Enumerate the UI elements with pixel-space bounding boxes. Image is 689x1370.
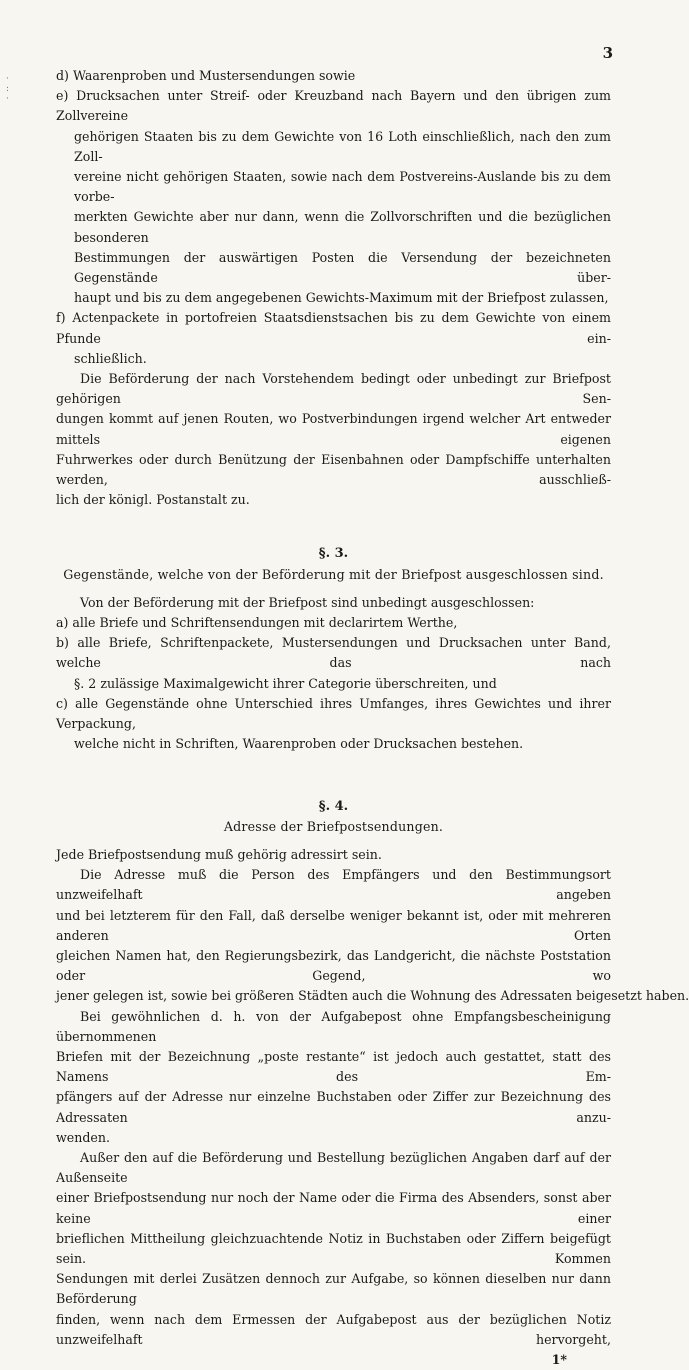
list-item-f (56, 308, 611, 369)
text-line: Bei gewöhnlichen d. h. von der Aufgabepost ohne Empfangsbescheinigung übernommenen (56, 1008, 611, 1044)
text-line: und bei letzterem für den Fall, daß derselbe weniger bekannt ist, oder mit mehreren anderen Orten (56, 907, 611, 943)
list-item-e (56, 86, 611, 308)
text-line: vereine nicht gehörigen Staaten, sowie nach dem Postvereins-Auslande bis zu dem vorbe- (74, 169, 611, 205)
text-line: haupt und bis zu dem angegebenen Gewichts-Maximum mit der Briefpost zulassen, (74, 290, 609, 306)
text-line: brieflichen Mittheilung gleichzuachtende Notiz in Buchstaben oder Ziffern beigefügt sein. Kommen (56, 1230, 611, 1266)
page-number: 3 (602, 44, 613, 62)
margin-specks: · : · (6, 74, 10, 104)
text-line: Briefen mit der Bezeichnung „poste restante“ ist jedoch auch gestattet, statt des Namens des Em- (56, 1048, 611, 1085)
text-line: finden, wenn nach dem Ermessen der Aufgabepost aus der bezüglichen Notiz unzweifelhaft hervorgeht, (56, 1311, 611, 1347)
text-line: e) Drucksachen unter Streif- oder Kreuzband nach Bayern und den übrigen zum Zollvereine (56, 88, 611, 124)
paragraph-routes (56, 369, 611, 510)
text-line: gleichen Namen hat, den Regierungsbezirk, das Landgericht, die nächste Poststation oder Gegend, wo (56, 947, 611, 984)
text-line: dungen kommt auf jenen Routen, wo Postverbindungen irgend welcher Art entweder mittels eigenen (56, 411, 611, 447)
text-line: a) alle Briefe und Schriftensendungen mit declarirtem Werthe, (56, 615, 458, 631)
text-line: einer Briefpostsendung nur noch der Name oder die Firma des Absenders, sonst aber keine einer (56, 1190, 611, 1226)
text-line: Sendungen mit derlei Zusätzen dennoch zur Aufgabe, so können dieselben nur dann Beförderung (56, 1271, 611, 1307)
section-4-number: §. 4. (318, 798, 349, 814)
text-line: merkten Gewichte aber nur dann, wenn die Zollvorschriften und die bezüglichen besonderen (74, 209, 611, 245)
text-line: welche nicht in Schriften, Waarenproben oder Drucksachen bestehen. (74, 736, 524, 752)
section-4-body (56, 845, 689, 1350)
text-line: Die Adresse muß die Person des Empfängers und den Bestimmungsort unzweifelhaft angeben (56, 867, 611, 903)
text-line: lich der königl. Postanstalt zu. (56, 492, 250, 508)
text-line: wenden. (56, 1129, 110, 1145)
section-3-number: §. 3. (318, 546, 349, 562)
text-line: pfängers auf der Adresse nur einzelne Buchstaben oder Ziffer zur Bezeichnung des Adressaten anzu- (56, 1089, 611, 1125)
text-line: f) Actenpackete in portofreien Staatsdienstsachen bis zu dem Gewichte von einem Pfunde ein- (56, 310, 611, 346)
text-line: §. 2 zulässige Maximalgewicht ihrer Categorie überschreiten, und (74, 675, 497, 691)
text-line: schließlich. (74, 350, 147, 366)
section-4-title: Adresse der Briefpostsendungen. (223, 818, 444, 834)
page-content (56, 66, 689, 1370)
text-line: c) alle Gegenstände ohne Unterschied ihres Umfanges, ihres Gewichtes und ihrer Verpackung, (56, 695, 611, 732)
text-line: d) Waarenproben und Mustersendungen sowie (56, 68, 356, 83)
text-line: jener gelegen ist, sowie bei größeren Städten auch die Wohnung des Adressaten beigesetzt haben. (56, 988, 689, 1004)
text-line: Bestimmungen der auswärtigen Posten die Versendung der bezeichneten Gegenstände über- (74, 249, 611, 286)
list-item-d (56, 66, 611, 86)
section-3-title: Gegenstände, welche von der Beförderung mit der Briefpost ausgeschlossen sind. (63, 566, 604, 582)
section-3-body (56, 593, 611, 755)
text-line: b) alle Briefe, Schriftenpackete, Mustersendungen und Drucksachen unter Band, welche das nach (56, 635, 611, 671)
text-line: Fuhrwerkes oder durch Benützung der Eisenbahnen oder Dampfschiffe unterhalten werden, ausschließ- (56, 451, 611, 488)
text-line: Jede Briefpostsendung muß gehörig adressirt sein. (56, 846, 382, 862)
text-line: gehörigen Staaten bis zu dem Gewichte von 16 Loth einschließlich, nach den zum Zoll- (74, 128, 611, 164)
text-line: Von der Beförderung mit der Briefpost sind unbedingt ausgeschlossen: (80, 594, 535, 610)
text-line: Außer den auf die Beförderung und Bestellung bezüglichen Angaben darf auf der Außenseite (56, 1149, 611, 1186)
text-line: Die Beförderung der nach Vorstehendem bedingt oder unbedingt zur Briefpost gehörigen Sen- (56, 371, 611, 407)
signature-mark: 1* (551, 1351, 567, 1367)
